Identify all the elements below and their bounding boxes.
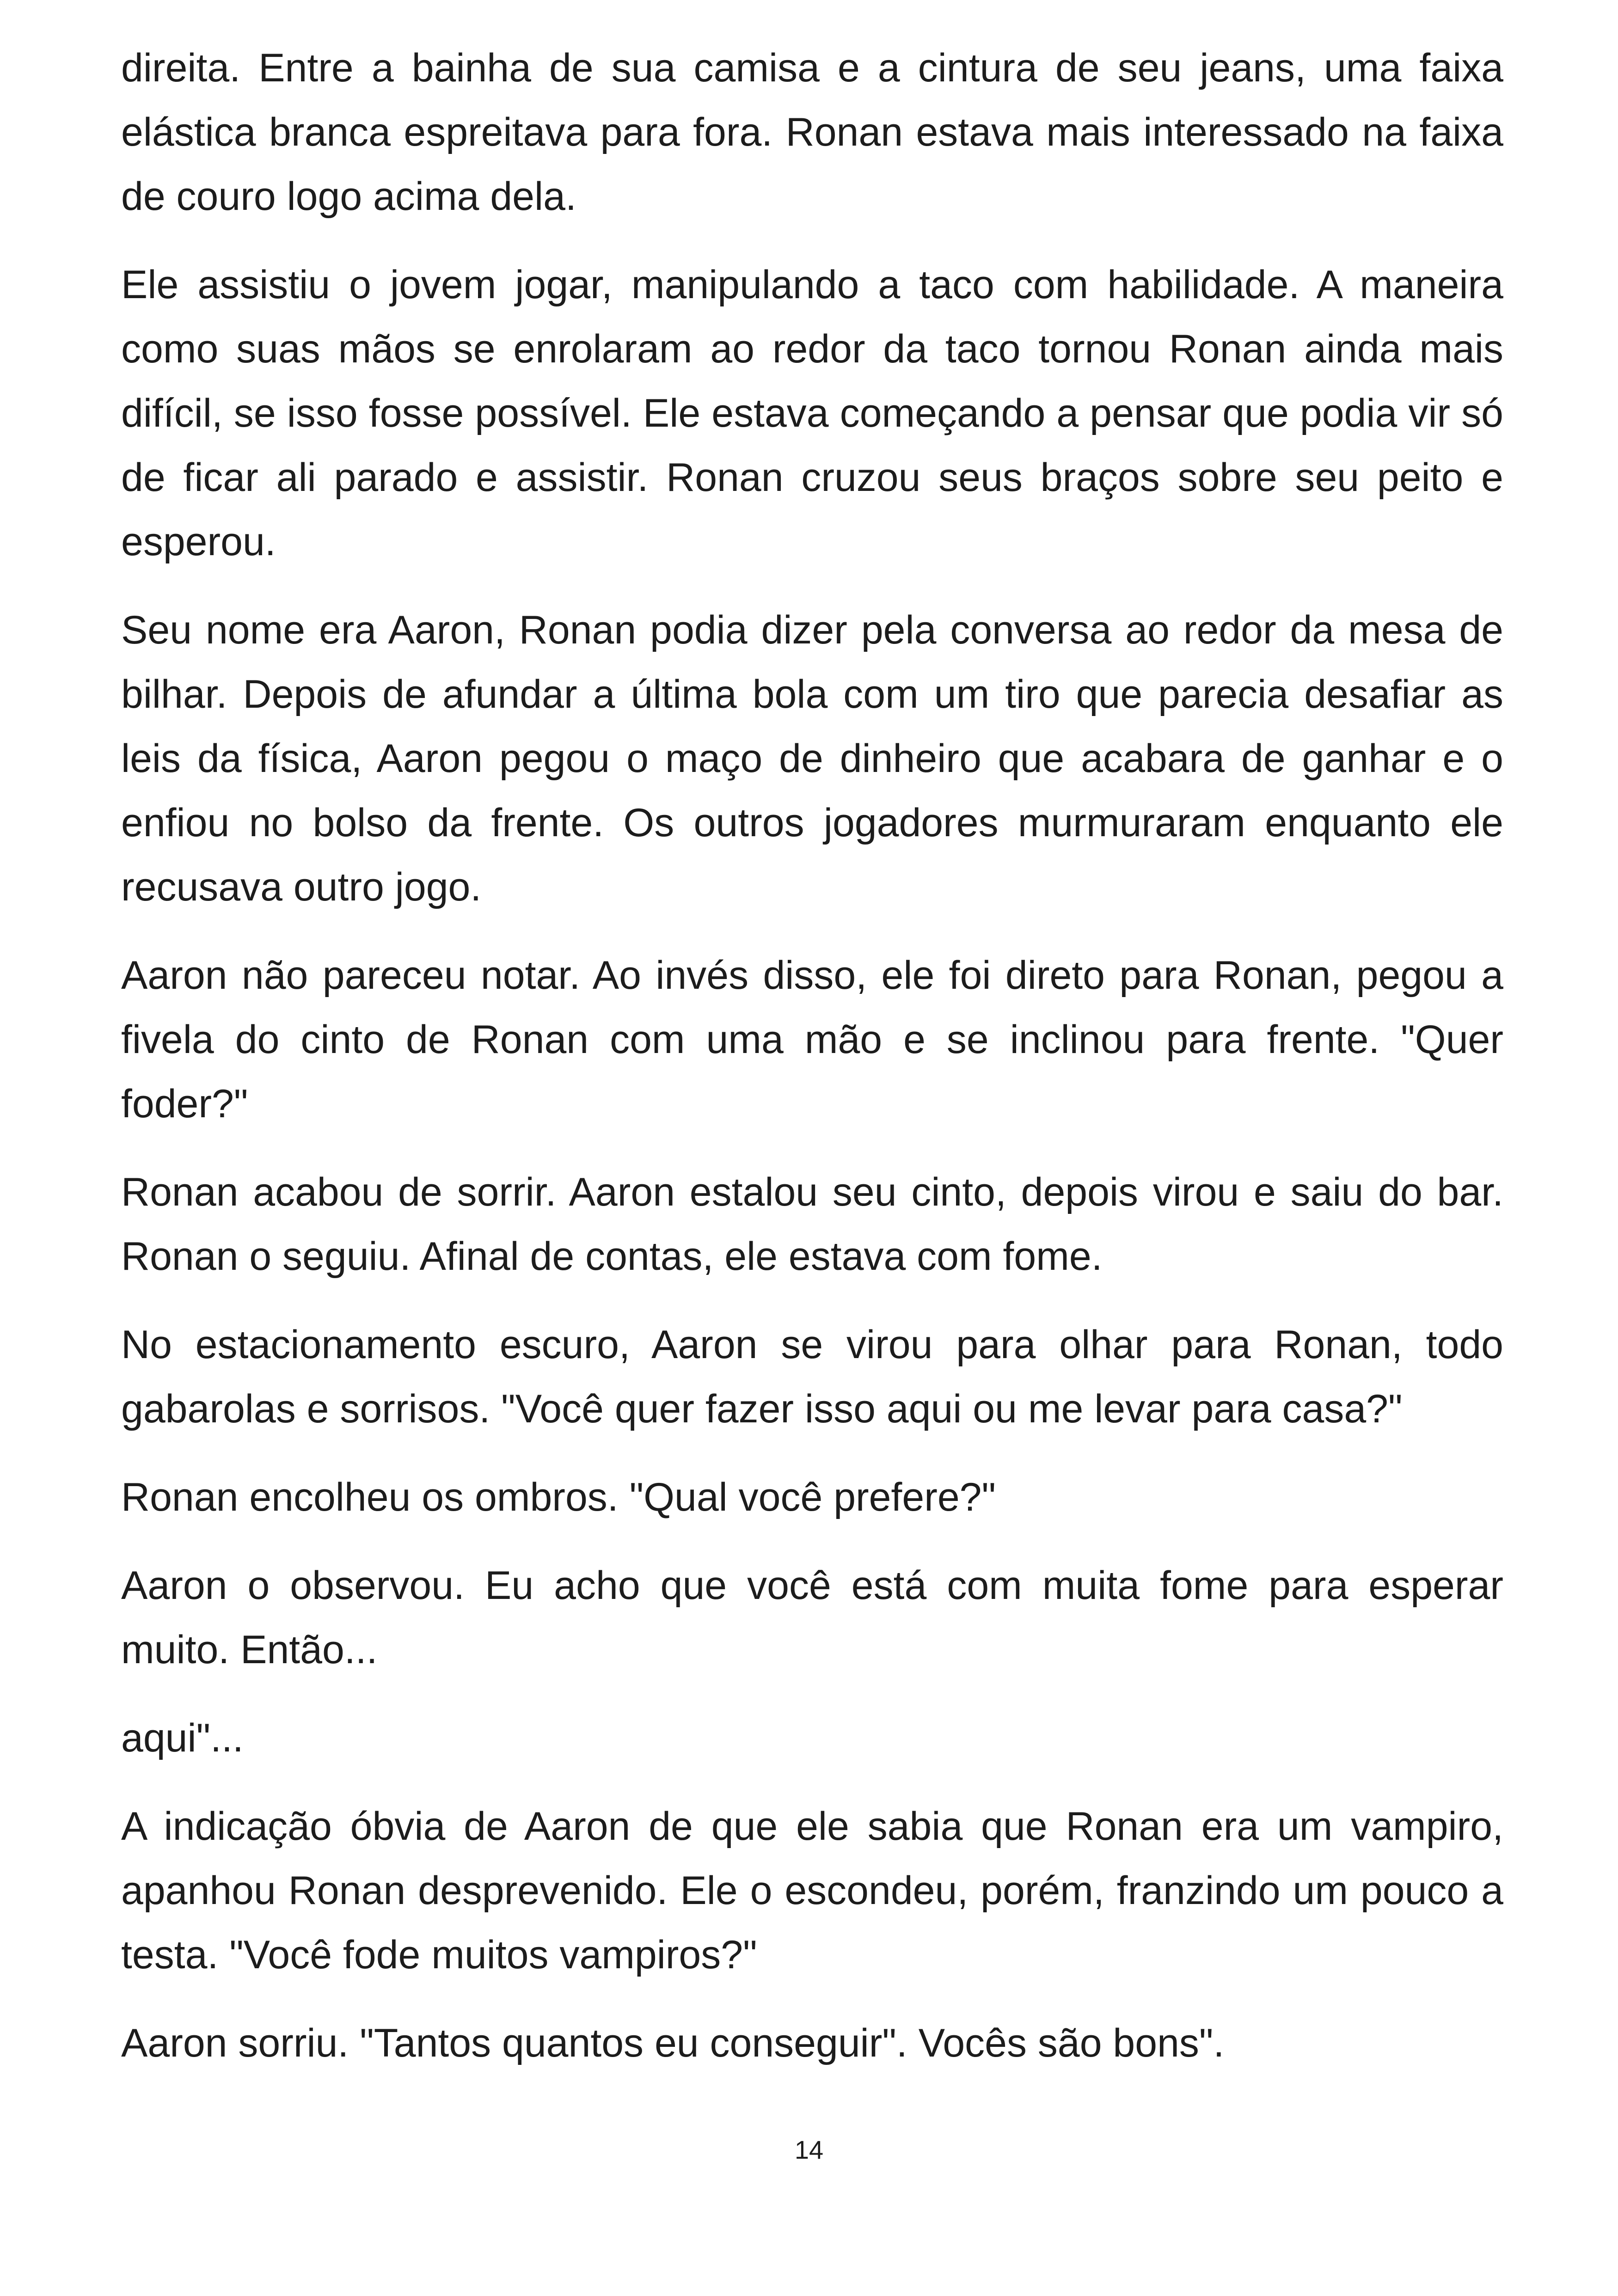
paragraph-10: A indicação óbvia de Aaron de que ele sabia que Ronan era um vampiro, apanhou Ronan desprevenido. Ele o escondeu, porém, franzindo um pouco a testa. "Você fode muitos vampiros?" xyxy=(121,1804,1503,1977)
body-text xyxy=(121,36,1503,2100)
page-number: 14 xyxy=(794,2135,824,2164)
paragraph-11: Aaron sorriu. "Tantos quantos eu conseguir". Vocês são bons". xyxy=(121,2021,1225,2065)
paragraph-5: Ronan acabou de sorrir. Aaron estalou seu cinto, depois virou e saiu do bar. Ronan o seguiu. Afinal de contas, ele estava com fome. xyxy=(121,1170,1503,1279)
paragraph-6: No estacionamento escuro, Aaron se virou para olhar para Ronan, todo gabarolas e sorrisos. "Você quer fazer isso aqui ou me levar para casa?" xyxy=(121,1322,1503,1431)
paragraph-4: Aaron não pareceu notar. Ao invés disso, ele foi direto para Ronan, pegou a fivela do cinto de Ronan com uma mão e se inclinou para frente. "Quer foder?" xyxy=(121,953,1503,1126)
paragraph-7: Ronan encolheu os ombros. "Qual você prefere?" xyxy=(121,1475,996,1519)
paragraph-1: direita. Entre a bainha de sua camisa e a cintura de seu jeans, uma faixa elástica branca espreitava para fora. Ronan estava mais interessado na faixa de couro logo acima dela. xyxy=(121,46,1503,219)
paragraph-8: Aaron o observou. Eu acho que você está com muita fome para esperar muito. Então... xyxy=(121,1563,1503,1672)
paragraph-2: Ele assistiu o jovem jogar, manipulando a taco com habilidade. A maneira como suas mãos se enrolaram ao redor da taco tornou Ronan ainda mais difícil, se isso fosse possível. Ele estava começando a pensar que podia vir só de ficar ali parado e assistir. Ronan cruzou seus braços sobre seu peito e esperou. xyxy=(121,263,1503,564)
paragraph-3: Seu nome era Aaron, Ronan podia dizer pela conversa ao redor da mesa de bilhar. Depois de afundar a última bola com um tiro que parecia desafiar as leis da física, Aaron pegou o maço de dinheiro que acabara de ganhar e o enfiou no bolso da frente. Os outros jogadores murmuraram enquanto ele recusava outro jogo. xyxy=(121,608,1503,909)
paragraph-9: aqui"... xyxy=(121,1716,244,1760)
